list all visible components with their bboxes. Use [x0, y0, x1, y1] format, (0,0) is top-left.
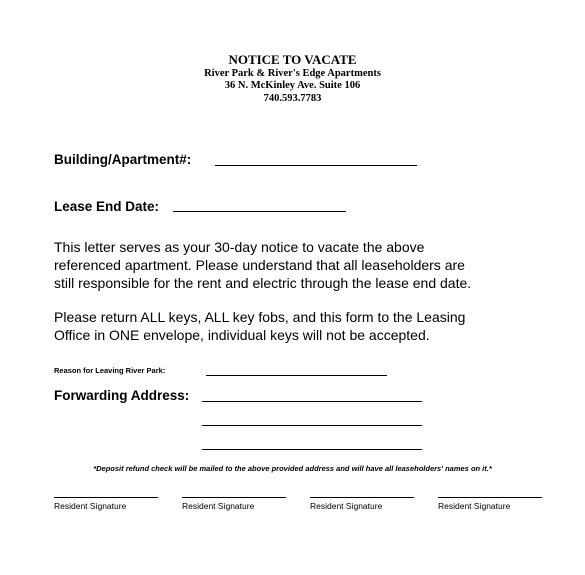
lease-end-date-blank[interactable]: [173, 211, 346, 212]
document-title: NOTICE TO VACATE: [228, 52, 357, 67]
signature-line-4[interactable]: [438, 497, 542, 498]
signature-label-2: Resident Signature: [182, 501, 255, 511]
key-return-paragraph: Please return ALL keys, ALL key fobs, and this form to the Leasing Office in ONE envelope, individual keys will not be accepted.: [54, 309, 466, 343]
signature-line-3[interactable]: [310, 497, 414, 498]
signature-label-1: Resident Signature: [54, 501, 127, 511]
reason-for-leaving-blank[interactable]: [206, 375, 387, 376]
reason-for-leaving-label: Reason for Leaving River Park:: [54, 366, 166, 375]
property-name: River Park & River's Edge Apartments: [204, 68, 381, 79]
forwarding-address-label: Forwarding Address:: [54, 388, 190, 403]
property-address: 36 N. McKinley Ave. Suite 106: [224, 80, 361, 91]
signature-line-2[interactable]: [182, 497, 286, 498]
property-phone: 740.593.7783: [263, 93, 322, 104]
signature-line-1[interactable]: [54, 497, 158, 498]
lease-end-date-label: Lease End Date:: [54, 199, 160, 214]
forwarding-address-line-1[interactable]: [202, 401, 422, 402]
deposit-refund-note: *Deposit refund check will be mailed to the above provided address and will have all leaseholders' names on it.*: [93, 464, 492, 473]
signature-label-3: Resident Signature: [310, 501, 383, 511]
building-apartment-blank[interactable]: [215, 165, 417, 166]
forwarding-address-line-2[interactable]: [202, 425, 422, 426]
building-apartment-label: Building/Apartment#:: [54, 152, 192, 167]
forwarding-address-line-3[interactable]: [202, 449, 422, 450]
signature-label-4: Resident Signature: [438, 501, 511, 511]
notice-paragraph: This letter serves as your 30-day notice to vacate the above referenced apartment. Please understand that all leaseholders are still responsible for the rent and electric through the lease end date.: [54, 239, 472, 291]
